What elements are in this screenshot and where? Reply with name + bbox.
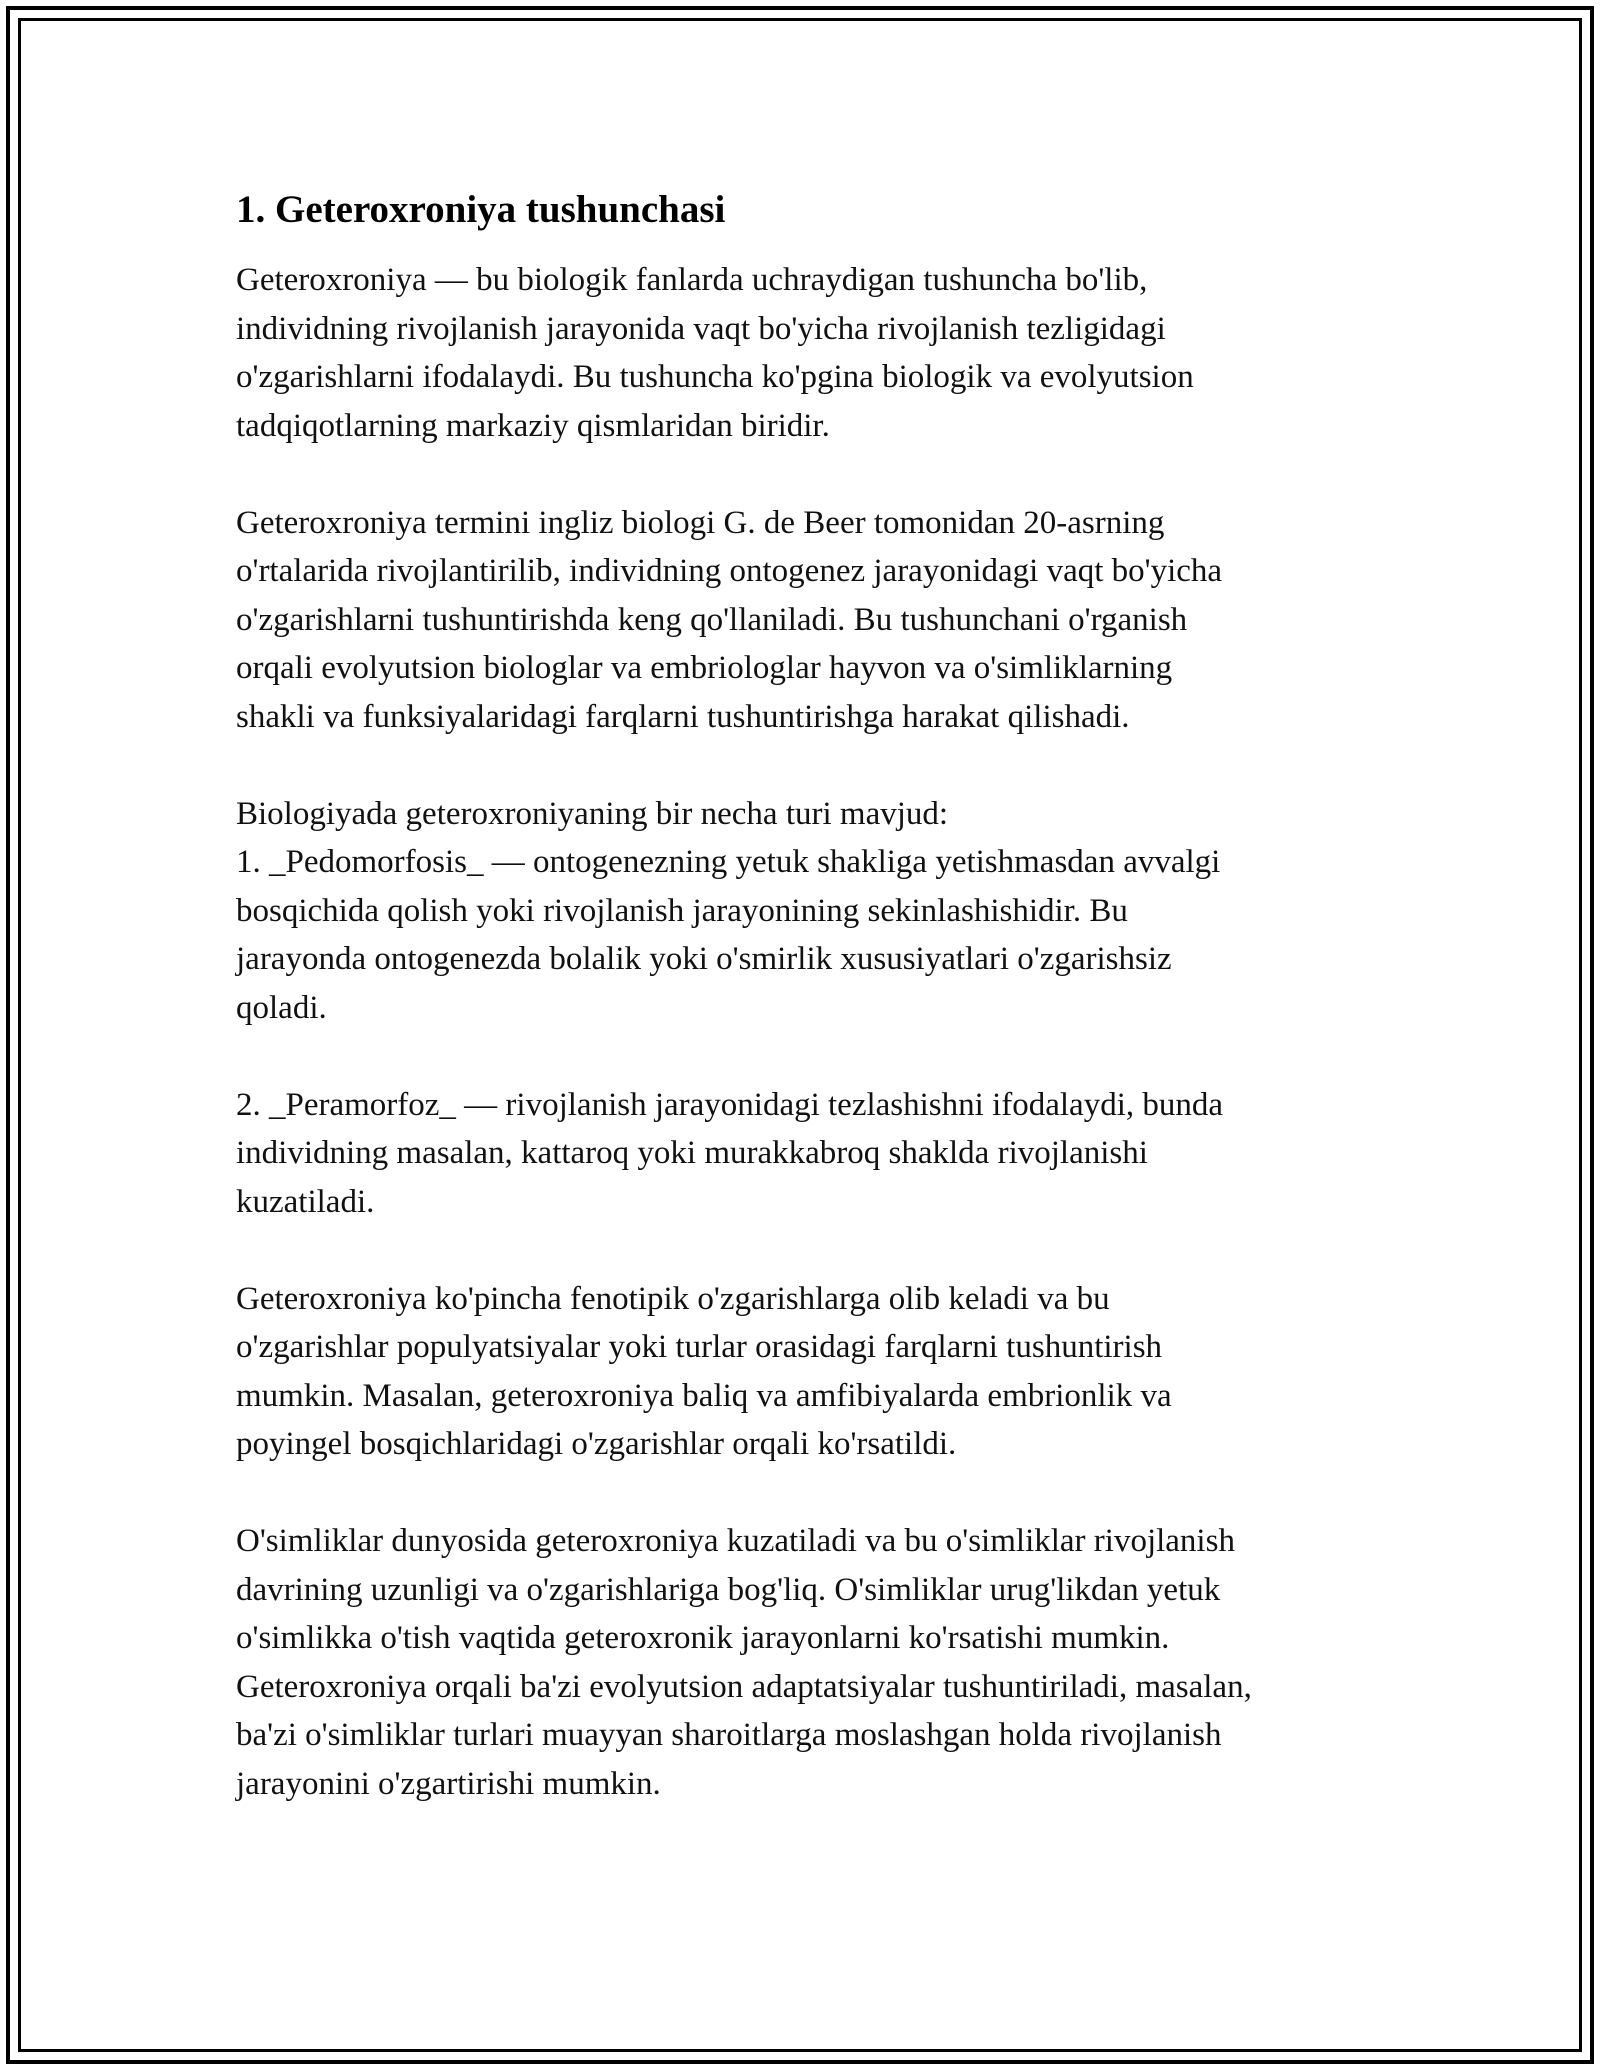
text-line: Biologiyada geteroxroniyaning bir necha turi mavjud: [236, 795, 949, 832]
text-line: bosqichida qolish yoki rivojlanish jarayonining sekinlashishidir. Bu [236, 892, 1128, 929]
text-line: tadqiqotlarning markaziy qismlaridan biridir. [236, 407, 830, 444]
text-line: Geteroxroniya — bu biologik fanlarda uchraydigan tushuncha bo'lib, [236, 262, 1148, 298]
text-line: shakli va funksiyalaridagi farqlarni tushuntirishga harakat qilishadi. [236, 698, 1130, 735]
text-line: Geteroxroniya orqali ba'zi evolyutsion adaptatsiyalar tushuntiriladi, masalan, [236, 1668, 1252, 1705]
text-line: o'rtalarida rivojlantirilib, individning ontogenez jarayonidagi vaqt bo'yicha [236, 553, 1223, 589]
text-line: ba'zi o'simliklar turlari muayyan sharoitlarga moslashgan holda rivojlanish [236, 1717, 1222, 1753]
paragraph-phenotypic [236, 1275, 1386, 1469]
text-line: o'zgarishlarni tushuntirishda keng qo'llaniladi. Bu tushunchani o'rganish [236, 601, 1188, 638]
paragraph-definition [236, 256, 1386, 450]
text-line: qoladi. [236, 989, 327, 1026]
text-line: o'zgarishlarni ifodalaydi. Bu tushuncha ko'pgina biologik va evolyutsion [236, 359, 1194, 395]
text-line: davrining uzunligi va o'zgarishlariga bog'liq. O'simliklar urug'likdan yetuk [236, 1571, 1221, 1608]
text-line: jarayonda ontogenezda bolalik yoki o'smirlik xususiyatlari o'zgarishsiz [236, 941, 1172, 977]
paragraph-peramorfoz [236, 1081, 1386, 1227]
text-line: Geteroxroniya ko'pincha fenotipik o'zgarishlarga olib keladi va bu [236, 1280, 1110, 1317]
paragraph-history [236, 499, 1386, 742]
section-heading: 1. Geteroxroniya tushunchasi [236, 188, 726, 231]
text-line: individning rivojlanish jarayonida vaqt bo'yicha rivojlanish tezligidagi [236, 310, 1166, 347]
paragraph-types-pedomorfosis [236, 790, 1386, 1033]
paragraph-plants [236, 1517, 1386, 1808]
text-line: mumkin. Masalan, geteroxroniya baliq va amfibiyalarda embrionlik va [236, 1377, 1172, 1414]
text-line: kuzatiladi. [236, 1183, 375, 1220]
text-line: orqali evolyutsion biologlar va embriologlar hayvon va o'simliklarning [236, 650, 1173, 686]
text-line: poyingel bosqichlaridagi o'zgarishlar orqali ko'rsatildi. [236, 1426, 957, 1462]
text-line: Geteroxroniya termini ingliz biologi G. de Beer tomonidan 20-asrning [236, 504, 1165, 541]
text-line: o'simlikka o'tish vaqtida geteroxronik jarayonlarni ko'rsatishi mumkin. [236, 1620, 1170, 1656]
text-line: 1. _Pedomorfosis_ — ontogenezning yetuk shakliga yetishmasdan avvalgi [236, 844, 1221, 880]
text-line: individning masalan, kattaroq yoki murakkabroq shaklda rivojlanishi [236, 1135, 1148, 1171]
text-line: jarayonini o'zgartirishi mumkin. [236, 1765, 661, 1802]
text-line: 2. _Peramorfoz_ — rivojlanish jarayonidagi tezlashishni ifodalaydi, bunda [236, 1086, 1224, 1123]
text-line: o'zgarishlar populyatsiyalar yoki turlar orasidagi farqlarni tushuntirish [236, 1329, 1163, 1365]
document-body [236, 186, 1386, 1857]
text-line: O'simliklar dunyosida geteroxroniya kuzatiladi va bu o'simliklar rivojlanish [236, 1523, 1235, 1559]
